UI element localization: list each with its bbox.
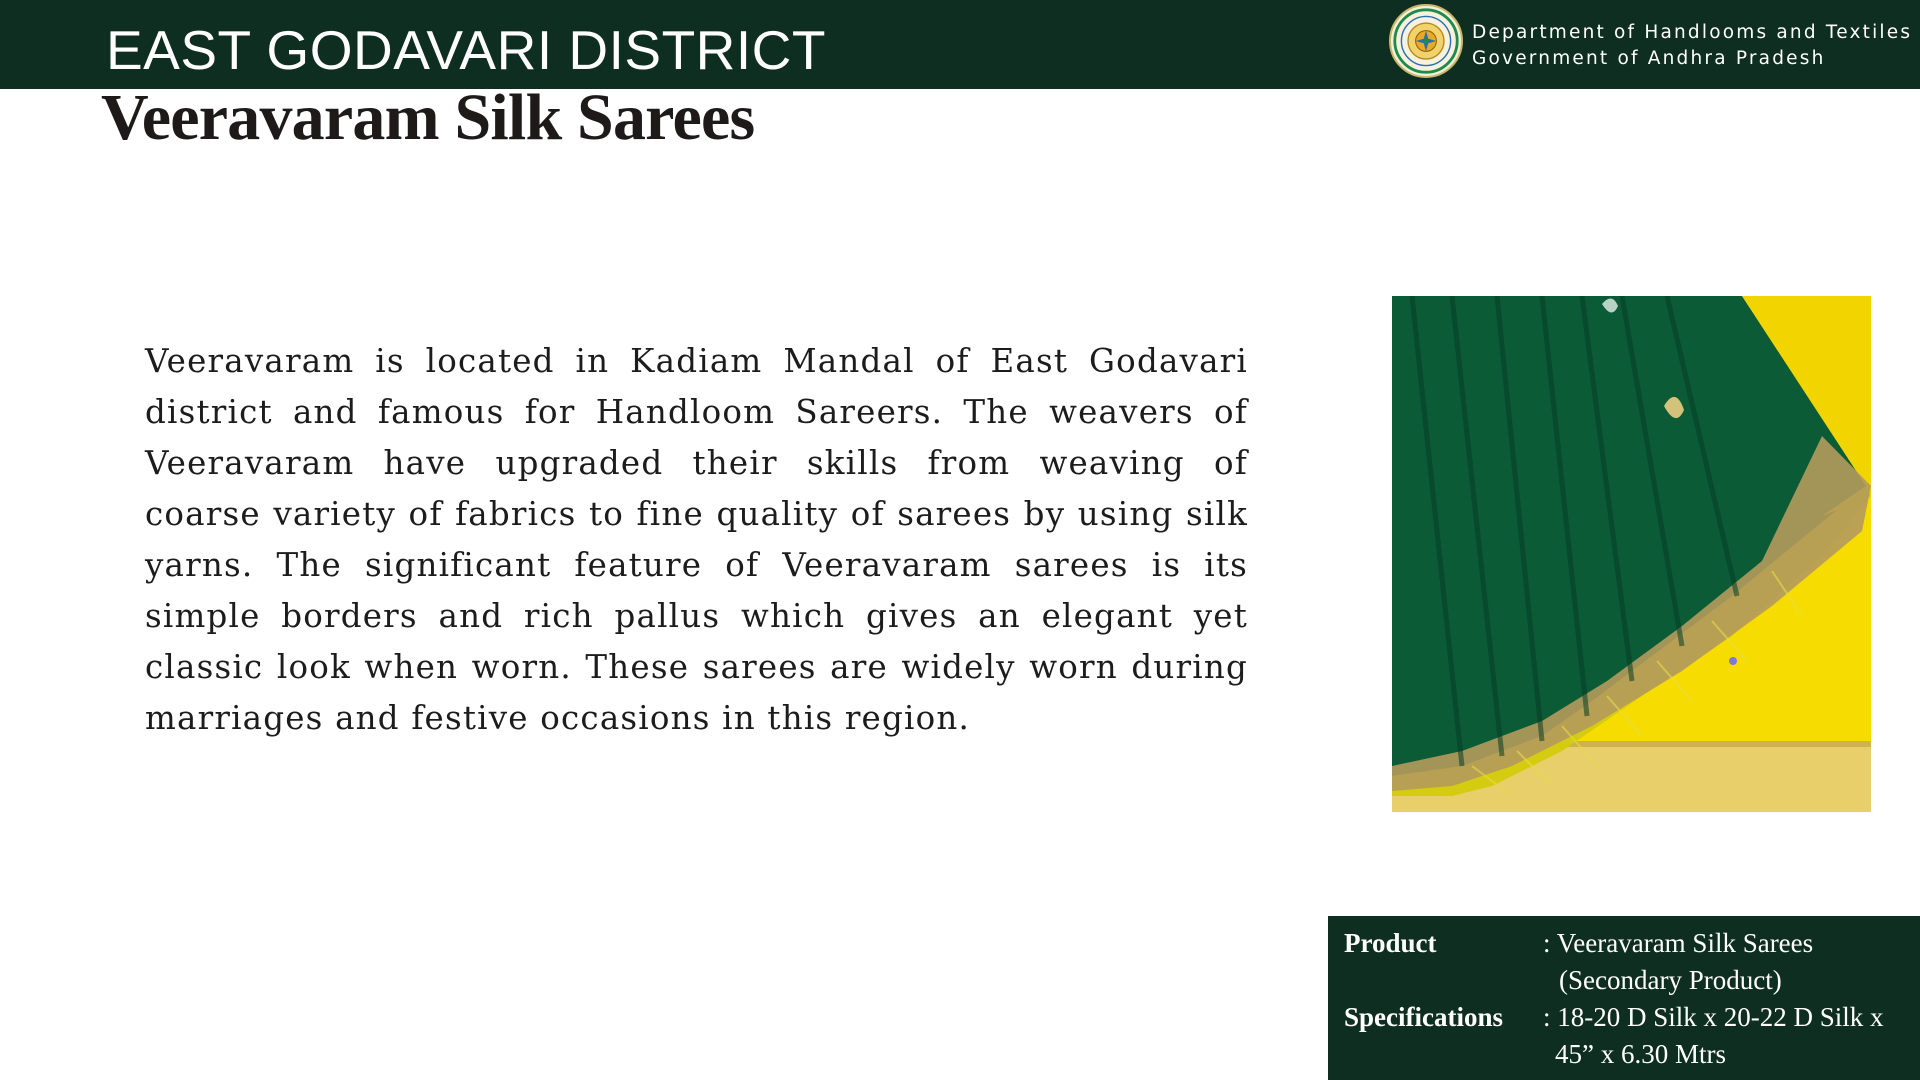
government-name: Government of Andhra Pradesh xyxy=(1472,48,1826,69)
header-bar xyxy=(0,0,1920,89)
page-title: Veeravaram Silk Sarees xyxy=(101,81,755,154)
department-block xyxy=(1472,20,1912,72)
department-name: Department of Handlooms and Textiles xyxy=(1472,22,1913,43)
specifications-dimensions: 45” x 6.30 Mtrs xyxy=(1555,1039,1726,1069)
district-title: EAST GODAVARI DISTRICT xyxy=(106,19,826,81)
product-value: : Veeravaram Silk Sarees xyxy=(1543,928,1814,958)
andhra-pradesh-emblem-icon xyxy=(1389,4,1463,78)
product-subtype: (Secondary Product) xyxy=(1559,965,1782,995)
product-label: Product xyxy=(1344,928,1437,958)
description-paragraph: Veeravaram is located in Kadiam Mandal of East Godavari district and famous for Handloom Sareers. The weavers of Veeravaram have upgraded their skills from weaving of coarse variety of fabrics to fine quality of sarees by using silk yarns. The significant feature of Veeravaram sarees is its simple borders and rich pallus which gives an elegant yet classic look when worn. These sarees are widely worn during marriages and festive occasions in this region. xyxy=(145,342,1248,737)
specifications-label: Specifications xyxy=(1344,1002,1503,1032)
specifications-value: : 18-20 D Silk x 20-22 D Silk x xyxy=(1543,1002,1884,1032)
saree-photo xyxy=(1392,296,1871,812)
spec-panel xyxy=(1328,916,1920,1080)
